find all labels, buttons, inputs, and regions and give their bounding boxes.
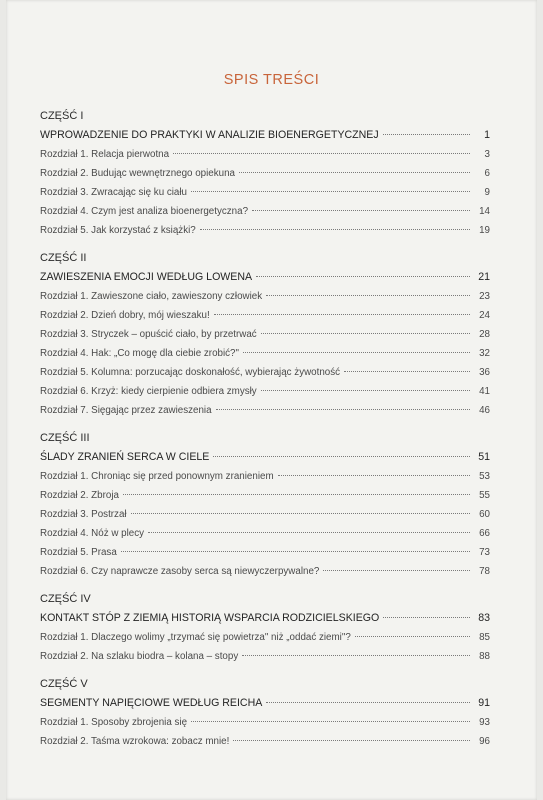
chapter-entry-text: Rozdział 4. Nóż w plecy [40,528,144,539]
chapter-entry-text: Rozdział 5. Jak korzystać z książki? [40,225,196,236]
page-number: 6 [484,168,490,179]
page-number: 55 [479,490,490,501]
toc-part [40,250,490,420]
page-number: 60 [479,509,490,520]
chapter-entry [40,363,490,382]
dot-leader [121,551,470,552]
dot-leader [383,617,470,618]
page-number: 91 [478,697,490,709]
chapter-entry [40,713,490,732]
dot-leader [266,295,470,296]
dot-leader [191,191,470,192]
table-of-contents [40,108,490,761]
chapter-entry [40,543,490,562]
dot-leader [266,702,470,703]
part-label: CZĘŚĆ II [40,252,87,264]
dot-leader [243,352,470,353]
part-heading-text: KONTAKT STÓP Z ZIEMIĄ HISTORIĄ WSPARCIA RODZICIELSKIEGO [40,612,380,624]
page-number: 88 [479,651,490,662]
chapter-entry [40,202,490,221]
dot-leader [252,210,470,211]
chapter-entry [40,164,490,183]
chapter-entry [40,401,490,420]
page-number: 3 [484,149,490,160]
chapter-entry [40,183,490,202]
chapter-entry-text: Rozdział 1. Relacja pierwotna [40,149,170,160]
toc-part [40,676,490,751]
part-heading [40,125,490,145]
chapter-entry [40,524,490,543]
page-number: 32 [479,348,490,359]
page-number: 96 [479,736,490,747]
toc-part [40,108,490,240]
dot-leader [216,409,470,410]
page-number: 36 [479,367,490,378]
dot-leader [355,636,470,637]
chapter-entry [40,628,490,647]
chapter-entry [40,287,490,306]
dot-leader [173,153,470,154]
chapter-entry-text: Rozdział 3. Zwracając się ku ciału [40,187,188,198]
chapter-entry [40,562,490,581]
page-number: 66 [479,528,490,539]
part-heading [40,693,490,713]
chapter-entry-text: Rozdział 7. Sięgając przez zawieszenia [40,405,212,416]
part-label: CZĘŚĆ V [40,678,88,690]
part-heading [40,267,490,287]
dot-leader [242,655,470,656]
dot-leader [383,134,470,135]
part-heading [40,447,490,467]
page-number: 28 [479,329,490,340]
chapter-entry-text: Rozdział 5. Prasa [40,547,117,558]
page-number: 1 [484,129,490,141]
dot-leader [191,721,470,722]
chapter-entry [40,221,490,240]
page-number: 51 [478,451,490,463]
page-number: 78 [479,566,490,577]
chapter-entry-text: Rozdział 5. Kolumna: porzucając doskonałość, wybierając żywotność [40,367,341,378]
chapter-entry [40,306,490,325]
dot-leader [344,371,470,372]
dot-leader [261,333,470,334]
chapter-entry [40,486,490,505]
dot-leader [261,390,470,391]
page-number: 73 [479,547,490,558]
chapter-entry-text: Rozdział 4. Czym jest analiza bioenergetyczna? [40,206,249,217]
dot-leader [200,229,470,230]
chapter-entry-text: Rozdział 2. Dzień dobry, mój wieszaku! [40,310,210,321]
chapter-entry-text: Rozdział 6. Czy naprawcze zasoby serca są niewyczerpywalne? [40,566,320,577]
chapter-entry-text: Rozdział 2. Budując wewnętrznego opiekuna [40,168,235,179]
part-heading-text: SEGMENTY NAPIĘCIOWE WEDŁUG REICHA [40,697,263,709]
page-number: 9 [484,187,490,198]
dot-leader [123,494,470,495]
chapter-entry-text: Rozdział 3. Postrzał [40,509,127,520]
dot-leader [233,740,470,741]
dot-leader [323,570,470,571]
toc-part [40,430,490,581]
toc-part [40,591,490,666]
chapter-entry-text: Rozdział 3. Stryczek – opuścić ciało, by przetrwać [40,329,257,340]
page-number: 85 [479,632,490,643]
part-label: CZĘŚĆ III [40,432,90,444]
dot-leader [148,532,470,533]
dot-leader [213,456,470,457]
part-heading-text: WPROWADZENIE DO PRAKTYKI W ANALIZIE BIOENERGETYCZNEJ [40,129,379,141]
dot-leader [256,276,470,277]
dot-leader [278,475,470,476]
chapter-entry-text: Rozdział 1. Chroniąc się przed ponownym zranieniem [40,471,274,482]
chapter-entry [40,325,490,344]
book-page [6,0,537,800]
page-number: 46 [479,405,490,416]
page-number: 14 [479,206,490,217]
page-number: 23 [479,291,490,302]
chapter-entry [40,505,490,524]
chapter-entry-text: Rozdział 6. Krzyż: kiedy cierpienie odbiera zmysły [40,386,257,397]
dot-leader [131,513,470,514]
chapter-entry-text: Rozdział 1. Sposoby zbrojenia się [40,717,188,728]
page-number: 24 [479,310,490,321]
chapter-entry [40,732,490,751]
page-number: 83 [478,612,490,624]
part-label: CZĘŚĆ IV [40,593,91,605]
chapter-entry-text: Rozdział 2. Na szlaku biodra – kolana – stopy [40,651,239,662]
chapter-entry-text: Rozdział 2. Taśma wzrokowa: zobacz mnie! [40,736,230,747]
page-number: 21 [478,271,490,283]
page-number: 93 [479,717,490,728]
part-heading [40,608,490,628]
page-title: SPIS TREŚCI [223,72,320,88]
chapter-entry [40,145,490,164]
dot-leader [239,172,470,173]
page-number: 41 [479,386,490,397]
chapter-entry-text: Rozdział 4. Hak: „Co mogę dla ciebie zrobić?" [40,348,239,359]
chapter-entry-text: Rozdział 1. Dlaczego wolimy „trzymać się powietrza" niż „oddać ziemi"? [40,632,351,643]
chapter-entry [40,382,490,401]
chapter-entry [40,467,490,486]
chapter-entry-text: Rozdział 2. Zbroja [40,490,119,501]
page-number: 19 [479,225,490,236]
chapter-entry [40,647,490,666]
dot-leader [214,314,470,315]
part-label: CZĘŚĆ I [40,110,84,122]
part-heading-text: ZAWIESZENIA EMOCJI WEDŁUG LOWENA [40,271,253,283]
part-heading-text: ŚLADY ZRANIEŃ SERCA W CIELE [40,451,210,463]
page-number: 53 [479,471,490,482]
chapter-entry-text: Rozdział 1. Zawieszone ciało, zawieszony człowiek [40,291,263,302]
chapter-entry [40,344,490,363]
